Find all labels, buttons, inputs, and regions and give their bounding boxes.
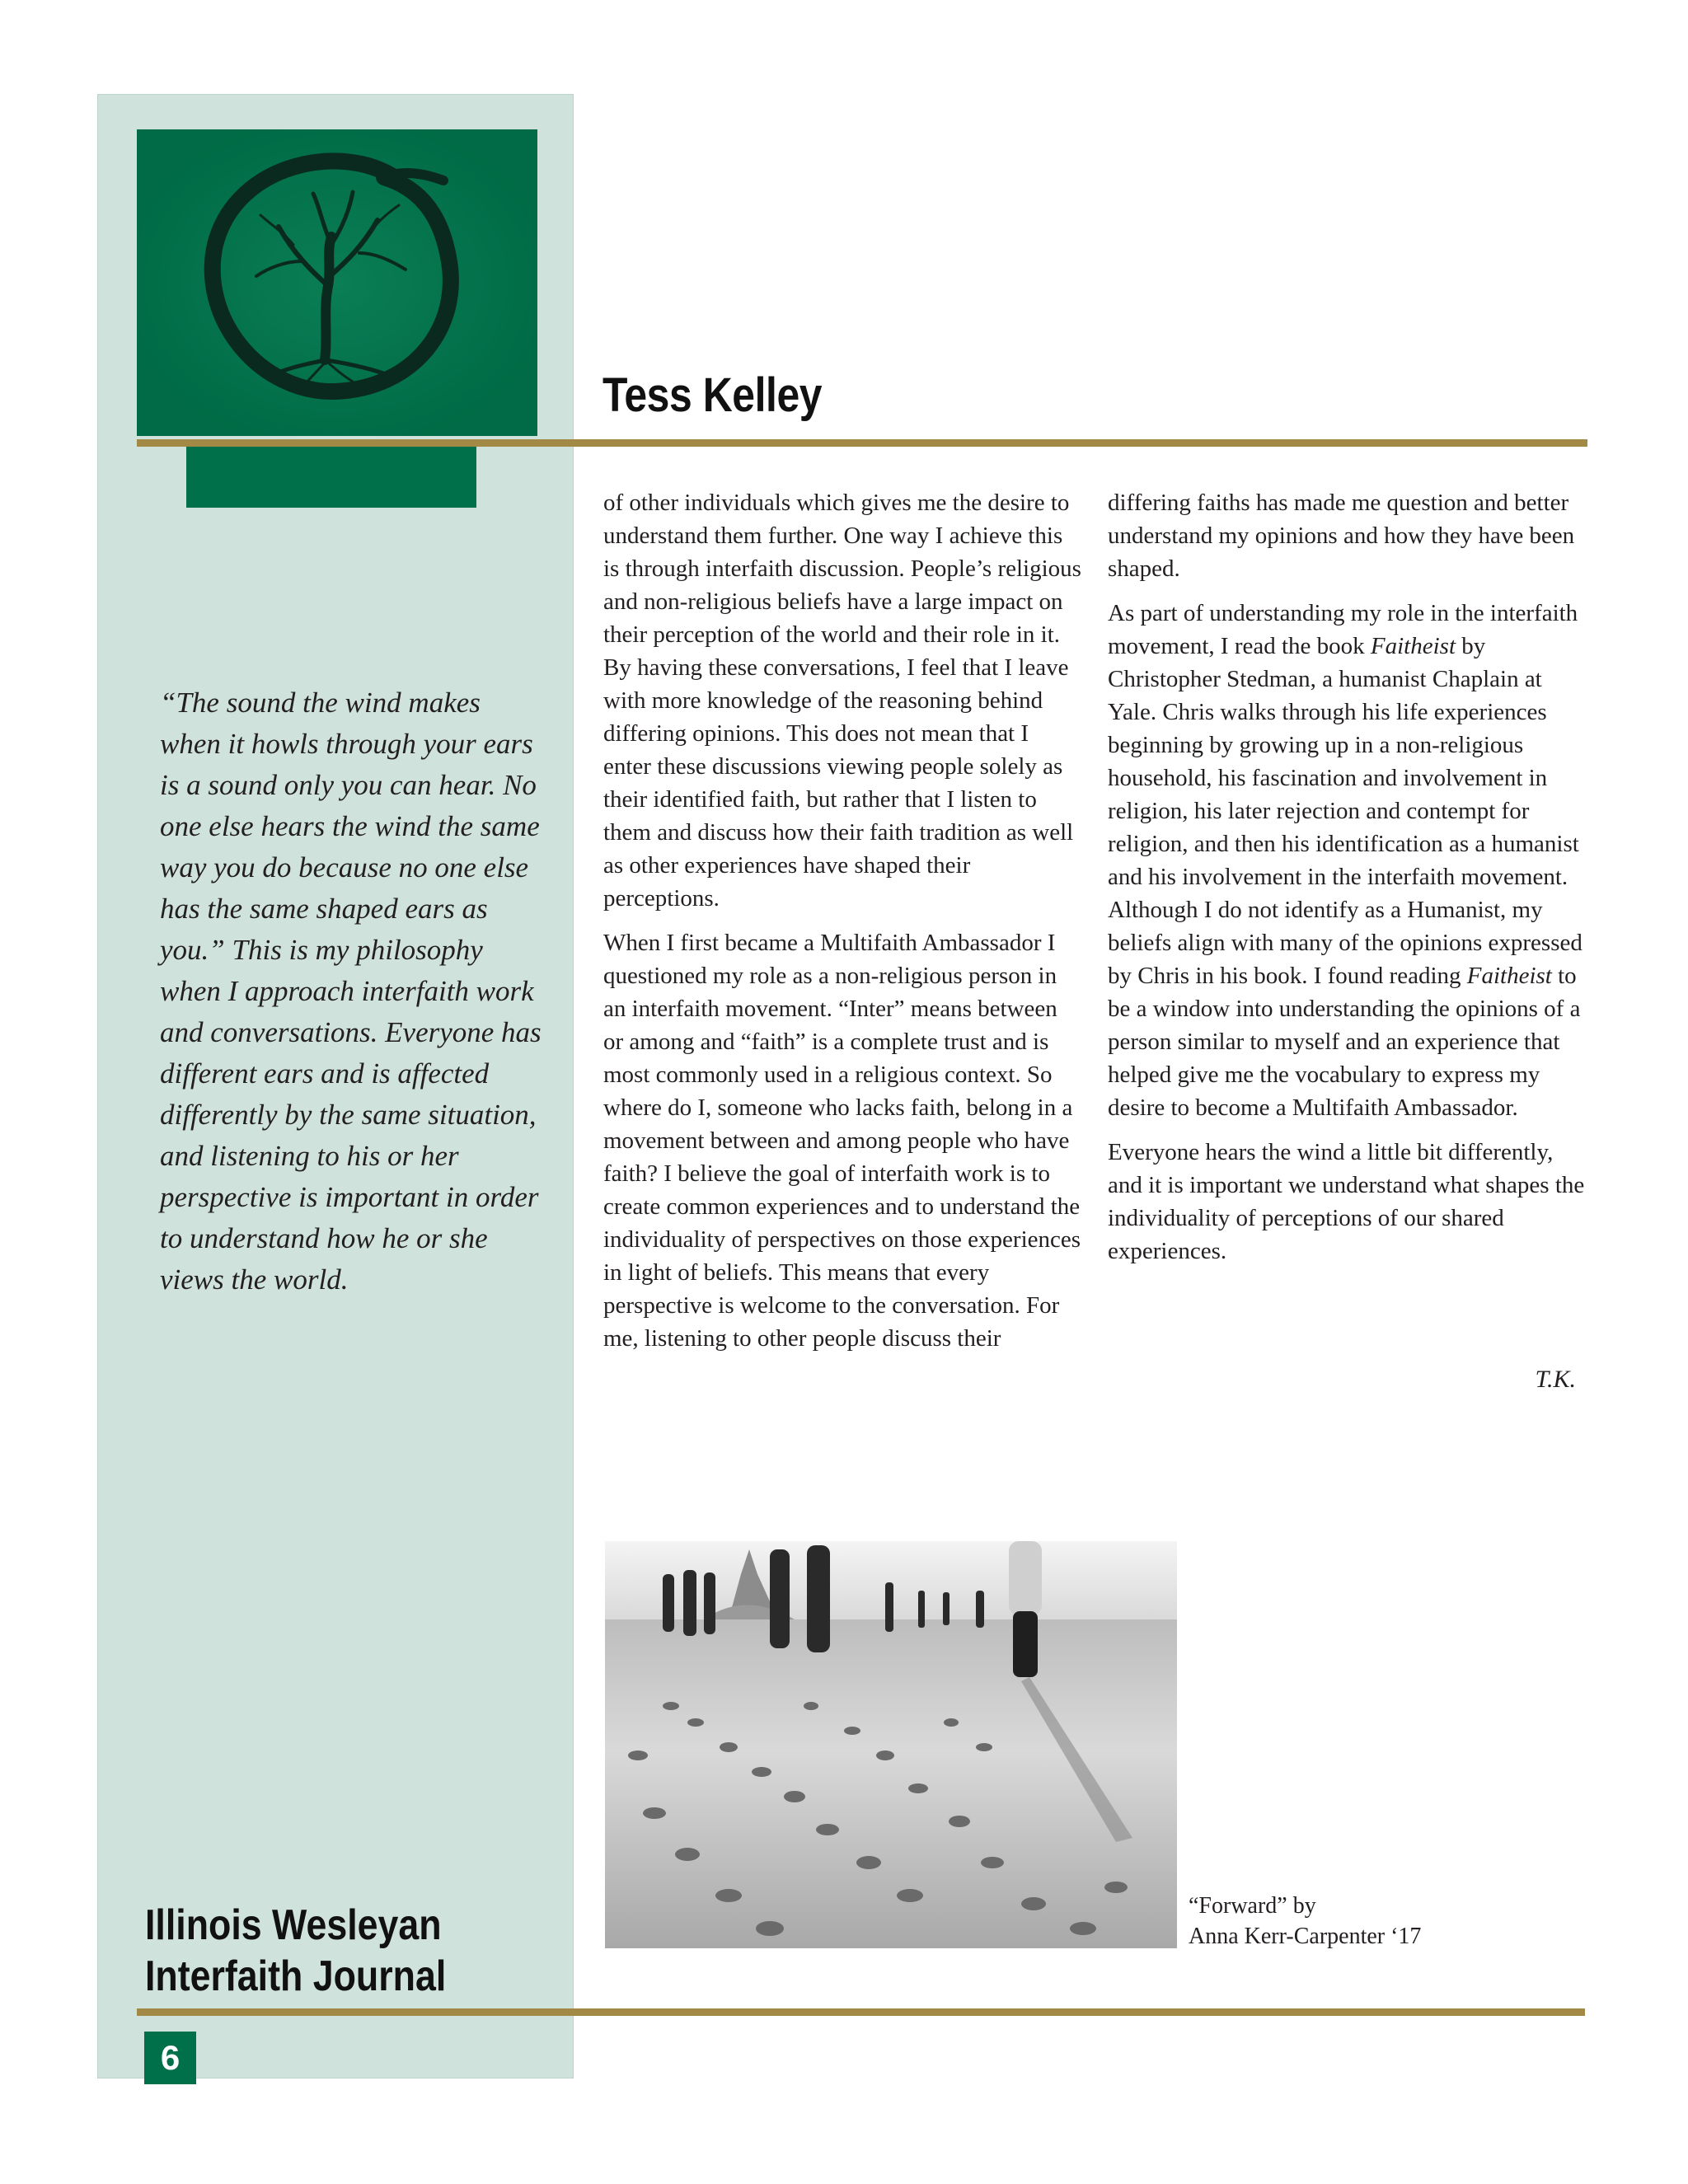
paragraph: When I first became a Multifaith Ambassador I questioned my role as a non-religious person in an interfaith movement. “Inter” means between or among and “faith” is a complete trust and is most commonly used in a religious context. So where do I, someone who lacks faith, belong in a movement between and among people who have faith? I believe the goal of interfaith work is to create common experiences and to understand the individuality of perspectives on those experiences in light of beliefs. This means that every perspective is welcome to the conversation. For me, listening to other people discuss their — [603, 930, 1081, 1352]
book-title: Faitheist — [1370, 633, 1456, 659]
journal-logo — [137, 129, 537, 436]
pull-quote: “The sound the wind makes when it howls through your ears is a sound only you can hear. No one else hears the wind the same way you do because no one else has the same shaped ears as you.” This is my philosophy when I approach interfaith work and conversations. Everyone has different ears and is affected differently by the same situation, and listening to his or her perspective is important in order to understand how he or she views the world. — [160, 687, 542, 1296]
header-rule — [137, 439, 1587, 447]
text-run: by Christopher Stedman, a humanist Chaplain at Yale. Chris walks through his life experiences beginning by growing up in a non-religious household, his fascination and involvement in religion, his later rejection and contempt for religion, and then his identification as a humanist and his involvement in the interfaith movement. Although I do not identify as a Humanist, my beliefs align with many of the opinions expressed by Chris in his book. I found reading — [1108, 633, 1582, 989]
paragraph: differing faiths has made me question and better understand my opinions and how they have been shaped. — [1108, 490, 1575, 582]
photo-image — [605, 1541, 1177, 1948]
text-run: to be a window into understanding the opinions of a person similar to myself and an experience that helped give me the vocabulary to express my desire to become a Multifaith Ambassador. — [1108, 963, 1581, 1121]
page-number: 6 — [144, 2032, 196, 2084]
author-initials: T.K. — [1535, 1366, 1576, 1393]
caption-line-1: “Forward” by — [1189, 1893, 1316, 1919]
paragraph: of other individuals which gives me the desire to understand them further. One way I achieve this is through interfaith discussion. People’s religious and non-religious beliefs have a large impact on their perception of the world and their role in it. By having these conversations, I feel that I leave with more knowledge of the reasoning behind differing opinions. This does not mean that I enter these discussions viewing people solely as their identified faith, but rather that I listen to them and discuss how their faith tradition as well as other experiences have shaped their perceptions. — [603, 490, 1081, 912]
logo-tab — [186, 445, 476, 508]
article-column-2 — [1108, 486, 1586, 1279]
journal-title-line-1: Illinois Wesleyan — [145, 1901, 442, 1949]
text-run: As part of understanding my role in the interfaith movement, I read the book — [1108, 600, 1578, 659]
journal-title-line-2: Interfaith Journal — [145, 1952, 447, 2000]
book-title: Faitheist — [1466, 963, 1552, 989]
caption-line-2: Anna Kerr-Carpenter ‘17 — [1189, 1924, 1422, 1949]
tree-circle-icon — [137, 129, 537, 436]
article-column-1 — [603, 486, 1081, 1366]
photo-caption — [1189, 1891, 1502, 1952]
footer-rule — [137, 2008, 1585, 2016]
article-author: Tess Kelley — [603, 368, 823, 422]
paragraph: Everyone hears the wind a little bit differently, and it is important we understand what shapes the individuality of perceptions of our shared experiences. — [1108, 1139, 1585, 1264]
journal-title — [145, 1900, 446, 2002]
beach-footprints-photo — [605, 1541, 1177, 1948]
paragraph — [1108, 597, 1586, 1124]
